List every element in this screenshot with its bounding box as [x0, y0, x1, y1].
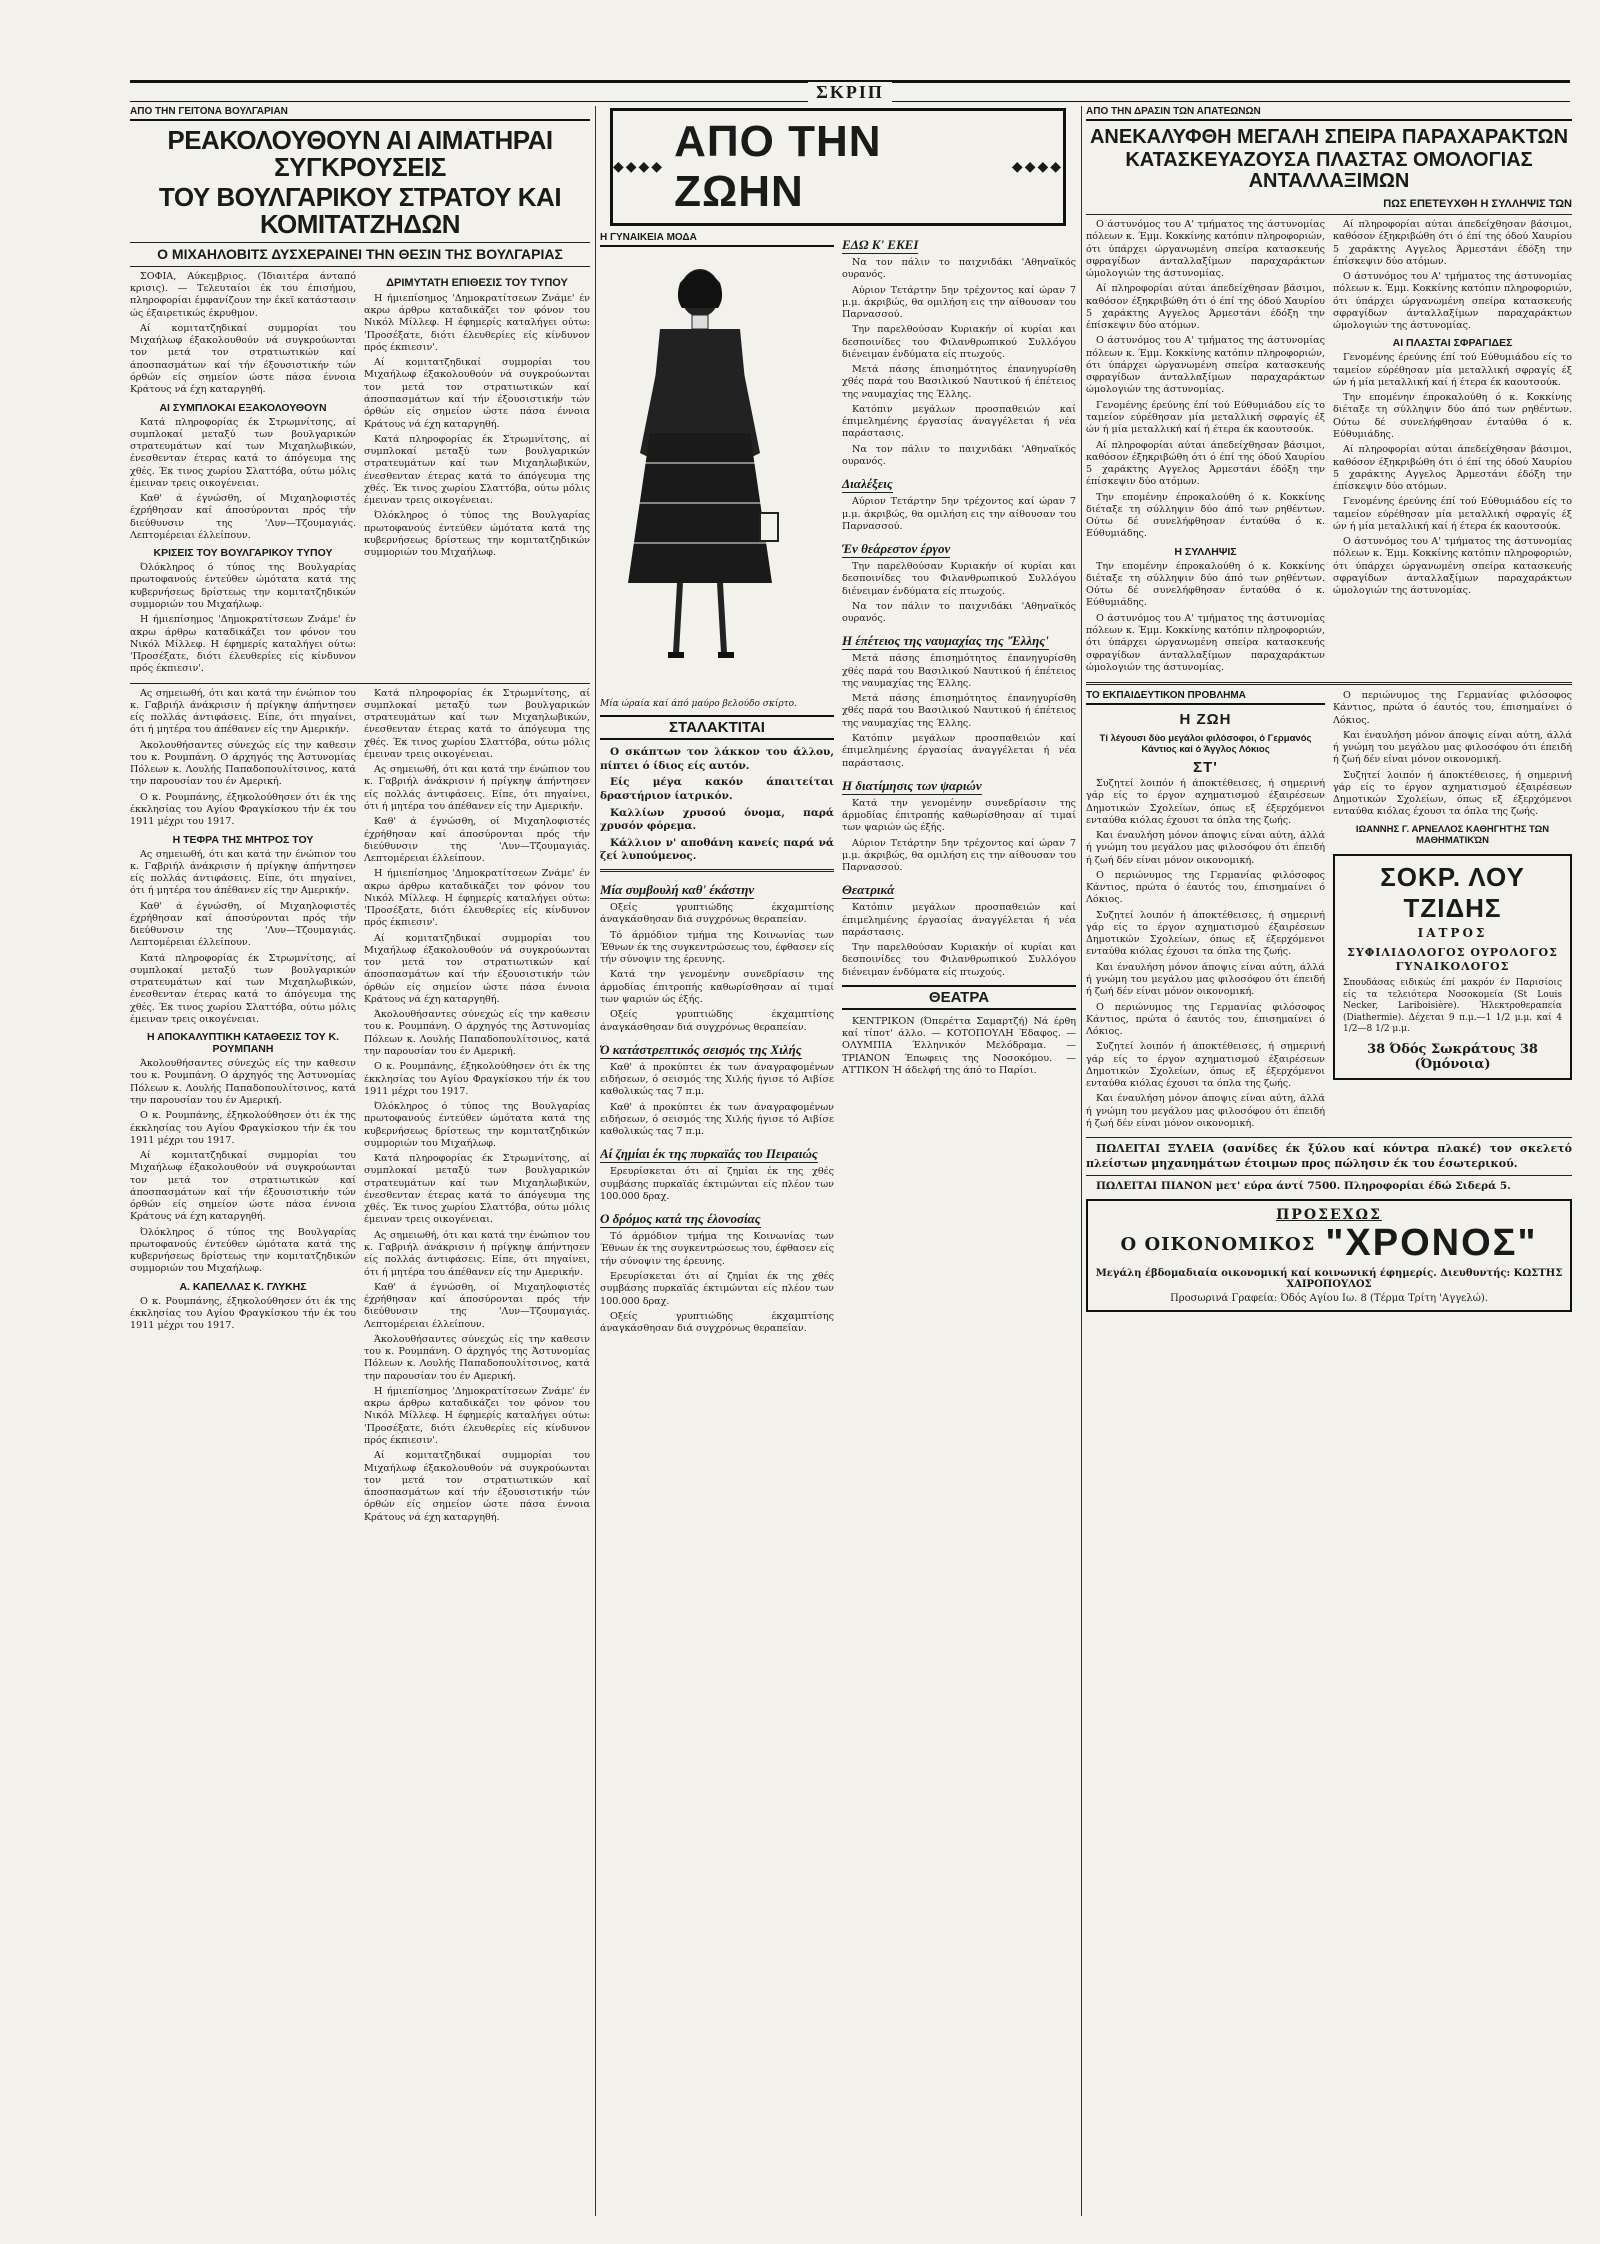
paragraph: Αί πληροφορίαι αύται άπεδείχθησαν βάσιμοι, καθόσον έξηκριβώθη ότι ό έπί της όδού Χαυρίου 5 χαράκτης Αγγελος Άρμεστάνι έδόξη την έπίσκεψιν δύο ατόμων.: [1086, 283, 1325, 332]
paragraph: Κατόπιν μεγάλων προσπαθειών καί έπιμελημένης έργασίας άναγγέλεται ή νέα παράστασις.: [842, 902, 1076, 938]
paragraph: Αύριον Τετάρτην 5ην τρέχοντος καί ώραν 7 μ.μ. άκριβώς, θα ομιλήση εις την αίθουσαν του Παρνασσού.: [842, 284, 1076, 321]
paragraph: Γενομένης έρεύνης έπί τού Εύθυμιάδου είς το ταμείον εύρέθησαν μία μεταλλική σφραγίς έξ ών ή μία μεταλλική καί ή έτερα έκ καουτσούκ.: [1333, 496, 1572, 532]
paragraph: Τό άρμόδιον τμήμα της Κοινωνίας των Έθνων έκ της συγκεντρώσεως του, έφθασεν είς τήν σύνοψιν της έρευνης.: [600, 1231, 834, 1267]
fashion-illustration: [600, 253, 800, 693]
column-divider: [1081, 106, 1082, 2216]
paragraph: Ας σημειωθή, ότι και κατά την ένώπιον του κ. Γαβριήλ άνάκρισιν ή πρίγκηψ άπήντησεν είς πολλάς άντιφάσεις. Είπε, ότι πηγαίνει, ότι ή μητέρα του άπέθανεν είς την Αμερικήν.: [130, 687, 356, 736]
paragraph: Ο άστυνόμος του Α' τμήματος της άστυνομίας πόλεων κ. Έμμ. Κοκκίνης κατόπιν πληροφοριών, ότι ύπάρχει ώργανωμένη σπείρα κατασκευής σφραγίδων άνταλλαξίμων παραχαράκτων ώμολογιών της άστυνομίας.: [1333, 536, 1572, 597]
ad-title: "ΧΡΟΝΟΣ": [1325, 1222, 1538, 1265]
sub-headline: Ο ΜΙΧΑΗΛΟΒΙΤΣ ΔΥΣΧΕΡΑΙΝΕΙ ΤΗΝ ΘΕΣΙΝ ΤΗΣ ΒΟΥΛΓΑΡΙΑΣ: [157, 246, 563, 263]
section-heading: ΕΔΩ Κ' ΕΚΕΙ: [842, 237, 919, 252]
paragraph: Ο άστυνόμος του Α' τμήματος της άστυνομίας πόλεων κ. Έμμ. Κοκκίνης κατόπιν πληροφοριών, ότι ύπάρχει ώργανωμένη σπείρα κατασκευής σφραγίδων άνταλλαξίμων παραχαράκτων ώμολογιών της άστυνομίας.: [1333, 271, 1572, 332]
main-headline-2: ΤΟΥ ΒΟΥΛΓΑΡΙΚΟΥ ΣΤΡΑΤΟΥ ΚΑΙ ΚΟΜΙΤΑΤΖΗΔΩΝ: [158, 181, 562, 239]
section-heading: ΑΙ ΣΥΜΠΛΟΚΑΙ ΕΞΑΚΟΛΟΥΘΟΥΝ: [159, 401, 327, 414]
paragraph: Και έναυλήση μόνον άποψις είναι αύτη, άλλά ή γνώμη του μεγάλου μας φιλοσόφου ότι έπειδή ή ζωή δέν είναι μόνον οικονομική.: [1086, 961, 1325, 998]
paragraph: Οξείς γρυπτιώδης έκχαμπτίσης άναγκάσθησαν διά συγχρόνως θεραπείαν.: [600, 1009, 834, 1033]
paragraph: Ερευρίσκεται ότι αί ζημίαι έκ της χθές συμβάσης πυρκαϊάς έκτιμώνται είς πλέον των 100.000 δραχ.: [600, 1166, 834, 1202]
paragraph: Ο άστυνόμος του Α' τμήματος της άστυνομίας πόλεων κ. Έμμ. Κοκκίνης κατόπιν πληροφοριών, ότι ύπάρχει ώργανωμένη σπείρα κατασκευής σφραγίδων άνταλλαξίμων παραχαράκτων ώμολογιών της άστυνομίας.: [1086, 612, 1325, 673]
section-heading: Ο δρόμος κατά της έλονοσίας: [600, 1211, 761, 1227]
paragraph: Την παρελθούσαν Κυριακήν οί κυρίαι και δεσποινίδες του Φιλανθρωπικού Συλλόγου διένειμαν ένδύματα είς πτωχούς.: [842, 324, 1076, 360]
doctor-name: ΣΟΚΡ. ΛΟΥ ΤΖΙΔΗΣ: [1380, 861, 1525, 923]
section-heading: Η ΤΕΦΡΑ ΤΗΣ ΜΗΤΡΟΣ ΤΟΥ: [172, 833, 314, 846]
paragraph: Όλόκληρος ό τύπος της Βουλγαρίας πρωτοφανούς έντεύθεν ώμότατα κατά της κυβερνήσεως δρίστεως την κομιτατζηδικών συμμοριών του Μιχαήλωφ.: [364, 1101, 590, 1149]
ad-keyword: ΠΡΟΣΕΧΩΣ: [1276, 1207, 1382, 1224]
paragraph: Κατά πληροφορίας έκ Στρωμνίτσης, αί συμπλοκαί μεταξύ των βουλγαρικών στρατευμάτων καί των Μιχαηλωβικών, ένεσθενταν έτερας κατά το άπόγευμα της χθές. Έκ τινος χωρίου Σλαττόβα, ούτω μόλις έμειναν τρεις οικογένειαι.: [364, 433, 590, 507]
main-headline-2: ΚΑΤΑΣΚΕΥΑΖΟΥΣΑ ΠΛΑΣΤΑΣ ΟΜΟΛΟΓΙΑΣ ΑΝΤΑΛΛΑΞΙΜΩΝ: [1125, 149, 1533, 192]
section-heading: Αί ζημίαι έκ της πυρκαϊάς του Πειραιώς: [600, 1146, 818, 1162]
author-signature: ΙΩΑΝΝΗΣ Γ. ΑΡΝΕΛΛΟΣ ΚΑΘΗΓΗΤΉΣ ΤΩΝ ΜΑΘΗΜΑΤΙΚΏΝ: [1355, 823, 1550, 846]
paragraph: Και έναυλήση μόνον άποψις είναι αύτη, άλλά ή γνώμη του μεγάλου μας φιλοσόφου ότι έπειδή ή ζωή δέν είναι μόνον οικονομική.: [1333, 729, 1572, 766]
paragraph: Άκολουθήσαντες σύνεχώς είς την καθεσιν του κ. Ρουμπάνη. Ο άρχηγός της Άστυνομίας Πόλεων κ. Λουλής Παπαδοπουλίτσινος, κατά την παρουσίαν του έν Αμερική.: [130, 739, 356, 788]
article-title: Η ΖΩΗ: [1179, 711, 1232, 729]
paragraph: Την παρελθούσαν Κυριακήν οί κυρίαι και δεσποινίδες του Φιλανθρωπικού Συλλόγου διένειμαν ένδύματα είς πτωχούς.: [842, 561, 1076, 597]
classified-ad: ΠΩΛΕΙΤΑΙ ΠΙΑΝΟΝ μετ' εύρα άντί 7500. Πληροφορίαι έδώ Σιδερά 5.: [1096, 1179, 1511, 1192]
paragraph: Η ήμιεπίσημος 'Δημοκρατίτσεων Ζνάμε' έν ακρω άρθρω καταδικάζει τον φόνον του Νικόλ Μίλλεφ. Η έφημερίς καταλήγει ούτω: 'Προσέξατε, διότι έλευθερίες είς κίνδυνον πρός έκπιεσιν'.: [130, 614, 356, 675]
section-heading: Η διατίμησις των ψαριών: [842, 777, 982, 793]
banner-title: ΑΠΟ ΤΗΝ ΖΩΗΝ: [674, 117, 882, 216]
lead-paragraph: ΣΟΦΙΑ, Αύκεμβριος. (Ίδιαιτέρα άνταπό κρισις). — Τελευταίοι έκ του έπισήμου, πληροφορίαι έμφανίζουν την έκεϊ κατάστασιν ώς έξαιρετικώς έκρυθμον.: [130, 270, 356, 319]
doctor-role: ΙΑΤΡΟΣ: [1417, 925, 1488, 940]
paragraph: Αύριον Τετάρτην 5ην τρέχοντος καί ώραν 7 μ.μ. άκριβώς, θα ομιλήση εις την αίθουσαν του Παρνασσού.: [842, 496, 1076, 532]
paragraph: Άκολουθήσαντες σύνεχώς είς την καθεσιν του κ. Ρουμπάνη. Ο άρχηγός της Άστυνομίας Πόλεων κ. Λουλής Παπαδοπουλίτσινος, κατά την παρουσίαν του έν Αμερική.: [364, 1009, 590, 1058]
paragraph: Συζητεί λοιπόν ή άποκτέθεισες, ή σημερινή γάρ είς το έργον αχηματισμού έξαιρέσεων Δημοτικών Σχολείων, όπως εξ έξερχόμενοι ενταύθα κιόλας έχουσι τα όπλα της ζωής.: [1333, 769, 1572, 818]
section-heading: Η έπέτειος της ναυμαχίας της 'Έλλης': [842, 633, 1049, 649]
divider: [130, 266, 590, 267]
paragraph: Οξείς γρυπτιώδης έκχαμπτίσης άναγκάσθησαν διά συγχρόνως θεραπείαν.: [600, 902, 834, 926]
divider: [1086, 214, 1572, 215]
paragraph: Αί κομιτατζηδικαί συμμορίαι του Μιχαήλωφ έξακολουθούν νά συγκρούωνται τον μετά τον στρατιωτικών καί άποσπασμάτων καί τήν έξουσιστικήν τών όρθών είς σημείον ώστε πάσα έννοια Κράτους νά έχη καταργηθή.: [364, 357, 590, 430]
paragraph: Ο περιώνυμος της Γερμανίας φιλόσοφος Κάντιος, πρώτα ό έαυτός του, έπισημαίνει ό Λόκιος.: [1086, 1001, 1325, 1038]
paragraph: Ο κ. Ρουμπάνης, έξηκολούθησεν ότι έκ της έκκλησίας του Αγίου Φραγκίσκου τήν έκ του 1911 μέχρι του 1917.: [364, 1061, 590, 1097]
paragraph: Κατά την γενομένην συνεδρίασιν της άρμοδίας έπιτροπής καθωρίσθησαν αί τιμαί των ψαριών ώς έξής.: [600, 969, 834, 1005]
paragraph: Ερευρίσκεται ότι αί ζημίαι έκ της χθές συμβάσης πυρκαϊάς έκτιμώνται είς πλέον των 100.000 δραχ.: [600, 1270, 834, 1307]
paragraph: Άκολουθήσαντες σύνεχώς είς την καθεσιν του κ. Ρουμπάνη. Ο άρχηγός της Άστυνομίας Πόλεων κ. Λουλής Παπαδοπουλίτσινος, κατά την παρουσίαν του έν Αμερική.: [130, 1058, 356, 1107]
paragraph: Καθ' ά προκύπτει έκ των άναγραφομένων ειδήσεων, ό σεισμός της Χιλής ήγισε τό Αιβίσε καθολικώς τας 7 π.μ.: [600, 1101, 834, 1138]
column-life: [600, 106, 1076, 2216]
paragraph: Καθ' ά έγνώσθη, οί Μιχαηλοφιστές έχρήθησαν καί άποσύρονται πρός τήν διεύθυνσιν της 'Λυν—Τζουμαγιάς. Λεπτομέρειαι έλλείπουν.: [364, 1281, 590, 1330]
section-kicker: ΑΠΟ ΤΗΝ ΓΕΙΤΟΝΑ ΒΟΥΛΓΑΡΙΑΝ: [130, 106, 590, 121]
main-headline: ΡΕΑΚΟΛΟΥΘΟΥΝ ΑΙ ΑΙΜΑΤΗΡΑΙ ΣΥΓΚΡΟΥΣΕΙΣ: [167, 125, 553, 183]
article-subhead: ΠΩΣ ΕΠΕΤΕΥΧΘΗ Η ΣΥΛΛΗΨΙΣ ΤΩΝ: [1383, 198, 1572, 210]
paragraph: Καθ' ά έγνώσθη, οί Μιχαηλοφιστές έχρήθησαν καί άποσύρονται πρός τήν διεύθυνσιν της 'Λυν—Τζουμαγιάς. Λεπτομέρειαι έλλείπουν.: [130, 900, 356, 949]
paragraph: Όλόκληρος ό τύπος της Βουλγαρίας πρωτοφανούς έντεύθεν ώμότατα κατά της κυβερνήσεως δρίστεως την κομιτατζηδικών συμμοριών του Μιχαήλωφ.: [364, 510, 590, 559]
paragraph: Ας σημειωθή, ότι και κατά την ένώπιον του κ. Γαβριήλ άνάκρισιν ή πρίγκηψ άπήντησεν είς πολλάς άντιφάσεις. Είπε, ότι πηγαίνει, ότι ή μητέρα του άπέθανεν είς την Αμερικήν.: [130, 848, 356, 897]
paragraph: Να τον πάλιν το παιχνιδάκι 'Αθηναϊκός ουρανός.: [842, 443, 1076, 467]
section-heading: ΚΡΙΣΕΙΣ ΤΟΥ ΒΟΥΛΓΑΡΙΚΟΥ ΤΥΠΟΥ: [153, 547, 333, 560]
paragraph: Άκολουθήσαντες σύνεχώς είς την καθεσιν του κ. Ρουμπάνη. Ο άρχηγός της Άστυνομίας Πόλεων κ. Λουλής Παπαδοπουλίτσινος, κατά την παρουσίαν του έν Αμερική.: [364, 1333, 590, 1382]
image-caption: Μία ώραία καί άπό μαύρο βελούδο σκίρτο.: [600, 699, 797, 709]
main-headline: ΑΝΕΚΑΛΥΦΘΗ ΜΕΓΑΛΗ ΣΠΕΙΡΑ ΠΑΡΑΧΑΡΑΚΤΩΝ: [1089, 126, 1569, 148]
paragraph: Όλόκληρος ό τύπος της Βουλγαρίας πρωτοφανούς έντεύθεν ώμότατα κατά της κυβερνήσεως δρίστεως την κομιτατζηδικών συμμοριών του Μιχαήλωφ.: [130, 1226, 356, 1275]
ad-prefix: Ο ΟΙΚΟΝΟΜΙΚΟΣ: [1120, 1233, 1316, 1255]
paragraph: Κατά πληροφορίας έκ Στρωμνίτσης, αί συμπλοκαί μεταξύ των βουλγαρικών στρατευμάτων καί των Μιχαηλωβικών, ένεσθενταν έτερας κατά το άπόγευμα της χθές. Έκ τινος χωρίου Σλαττόβα, ούτω μόλις έμειναν τρεις οικογένειαι.: [364, 1153, 590, 1226]
paragraph: Μετά πάσης έπισημότητος έπανηγυρίσθη χθές παρά του Βασιλικού Ναυτικού ή έπέτειος της ναυμαχίας της Έλλης.: [842, 653, 1076, 689]
theatre-listings: ΚΕΝΤΡΙΚΟΝ (Όπερέττα Σαμαρτζή) Νά έρθη καί τίποτ' άλλο. — ΚΟΤΟΠΟΥΛΗ Έδαφος. — ΟΛΥΜΠΙΑ Έλληνικόν Μελόδραμα. — ΤΡΙΑΝΟΝ Έπωφεις της Νοσοκόμου. — ΑΤΤΙΚΟΝ Ή άδελφή της άπό το Παρίσι.: [842, 1015, 1076, 1077]
section-kicker: ΤΟ ΕΚΠΑΙΔΕΥΤΙΚΟΝ ΠΡΟΒΛΗΜΑ: [1086, 690, 1325, 705]
paragraph: Αί πληροφορίαι αύται άπεδείχθησαν βάσιμοι, καθόσον έξηκριβώθη ότι ό έπί της όδού Χαυρίου 5 χαράκτης Αγγελος Άρμεστάνι έδόξη την έπίσκεψιν δύο ατόμων.: [1333, 444, 1572, 493]
paragraph: Αύριον Τετάρτην 5ην τρέχοντος καί ώραν 7 μ.μ. άκριβώς, θα ομιλήση εις την αίθουσαν του Παρνασσού.: [842, 837, 1076, 874]
paragraph: Ο άστυνόμος του Α' τμήματος της άστυνομίας πόλεων κ. Έμμ. Κοκκίνης κατόπιν πληροφοριών, ότι ύπάρχει ώργανωμένη σπείρα κατασκευής σφραγίδων άνταλλαξίμων παραχαράκτων ώμολογιών της άστυνομίας.: [1086, 335, 1325, 396]
masthead-name: ΣΚΡΙΠ: [808, 82, 892, 103]
paragraph: Κατά πληροφορίας έκ Στρωμνίτσης, αί συμπλοκαί μεταξύ των βουλγαρικών στρατευμάτων καί των Μιχαηλωβικών, ένεσθενταν έτερας κατά το άπόγευμα της χθές. Έκ τινος χωρίου Σλαττόβα, ούτω μόλις έμειναν τρεις οικογένειαι.: [364, 687, 590, 760]
paragraph: Και έναυλήση μόνον άποψις είναι αύτη, άλλά ή γνώμη του μεγάλου μας φιλοσόφου ότι έπειδή ή ζωή δέν είναι μόνον οικονομική.: [1086, 1093, 1325, 1129]
paragraph: Μετά πάσης έπισημότητος έπανηγυρίσθη χθές παρά του Βασιλικού Ναυτικού ή έπέτειος της ναυμαχίας της Έλλης.: [842, 693, 1076, 729]
paragraph: Γενομένης έρεύνης έπί τού Εύθυμιάδου είς το ταμείον εύρέθησαν μία μεταλλική σφραγίς έξ ών ή μία μεταλλική καί ή έτερα έκ καουτσούκ.: [1086, 399, 1325, 436]
masthead: [130, 80, 1570, 102]
paragraph: Όλόκληρος ό τύπος της Βουλγαρίας πρωτοφανούς έντεύθεν ώμότατα κατά της κυβερνήσεως δρίστεως την κομιτατζηδικών συμμοριών του Μιχαήλωφ.: [130, 562, 356, 610]
doctor-details: Σπουδάσας ειδικώς έπί μακρόν έν Παρισίοις είς τα τελειότερα Νοσοκομεία (St Louis Necker, Lariboisière). Ήλεκτροθεραπεία (Diathermie). Δέχεται 9 π.μ.—1 1/2 μ.μ. καί 4 1/2—8 1/2 μ.μ.: [1343, 978, 1562, 1035]
paragraph: Την επομένην έπροκαλούθη ό κ. Κοκκίνης διέταξε τη σύλληψιν δύο άπό των ρηθέντων. Ούτω δέ συνελήφθησαν ένταύθα ό κ. Εύθυμιάδης.: [1333, 392, 1572, 440]
fashion-figure-image: [600, 253, 800, 693]
paragraph: Συζητεί λοιπόν ή άποκτέθεισες, ή σημερινή γάρ είς το έργον αχηματισμού έξαιρέσεων Δημοτικών Σχολείων, όπως εξ έξερχόμενοι ενταύθα κιόλας έχουσι τα όπλα της ζωής.: [1086, 1041, 1325, 1090]
section-heading: Η ΑΠΟΚΑΛΥΠΤΙΚΗ ΚΑΤΑΘΕΣΙΣ ΤΟΥ Κ. ΡΟΥΜΠΑΝΗ: [146, 1031, 339, 1056]
doctor-advertisement: [1333, 854, 1572, 1080]
article-body: [1086, 219, 1572, 677]
paragraph: Κατά πληροφορίας έκ Στρωμνίτσης, αί συμπλοκαί μεταξύ των βουλγαρικών στρατευμάτων καί των Μιχαηλωβικών, ένεσθενταν έτερας κατά το άπόγευμα της χθές. Έκ τινος χωρίου Σλαττόβα, ούτω μόλις έμειναν τρεις οικογένειαι.: [130, 952, 356, 1025]
paragraph: Καθ' ά έγνώσθη, οί Μιχαηλοφιστές έχρήθησαν καί άποσύρονται πρός τήν διεύθυνσιν της 'Λυν—Τζουμαγιάς. Λεπτομέρειαι έλλείπουν.: [364, 816, 590, 865]
paragraph: Αί κομιτατζηδικαί συμμορίαι του Μιχαήλωφ έξακολουθούν νά συγκρούωνται τον μετά τον στρατιωτικών καί άποσπασμάτων καί τήν έξουσιστικήν τών όρθών είς σημείον ώστε πάσα έννοια Κράτους νά έχη καταργηθή.: [364, 1450, 590, 1523]
paragraph: Ο περιώνυμος της Γερμανίας φιλόσοφος Κάντιος, πρώτα ό έαυτός του, έπισημαίνει ό Λόκιος.: [1086, 869, 1325, 906]
paragraph: Ο κ. Ρουμπάνης, έξηκολούθησεν ότι έκ της έκκλησίας του Αγίου Φραγκίσκου τήν έκ του 1911 μέχρι του 1917.: [130, 791, 356, 828]
paragraph: Αί πληροφορίαι αύται άπεδείχθησαν βάσιμοι, καθόσον έξηκριβώθη ότι ό έπί της όδού Χαυρίου 5 χαράκτης Αγγελος Άρμεστάνι έδόξη την έπίσκεψιν δύο ατόμων.: [1086, 439, 1325, 488]
article-subhead: ΔΡΙΜΥΤΑΤΗ ΕΠΙΘΕΣΙΣ ΤΟΥ ΤΥΠΟΥ: [386, 276, 568, 289]
paragraph: Αί πληροφορίαι αύται άπεδείχθησαν βάσιμοι, καθόσον έξηκριβώθη ότι ό έπί της όδού Χαυρίου 5 χαράκτης Αγγελος Άρμεστάνι έδόξη την έπίσκεψιν δύο ατόμων.: [1333, 219, 1572, 267]
aphorism: Κάλλιον ν' αποθάνη κανείς παρά νά ζεί λυπούμενος.: [600, 836, 834, 863]
life-columns: [600, 232, 1076, 1338]
paragraph: Μετά πάσης έπισημότητος έπανηγυρίσθη χθές παρά του Βασιλικού Ναυτικού ή έπέτειος της ναυμαχίας της Έλλης.: [842, 364, 1076, 400]
paragraph: Η ήμιεπίσημος 'Δημοκρατίτσεων Ζνάμε' έν ακρω άρθρω καταδικάζει τον φόνον του Νικόλ Μίλλεφ. Η έφημερίς καταλήγει ούτω: 'Προσέξατε, διότι έλευθερίες είς κίνδυνον πρός έκπιεσιν'.: [364, 292, 590, 353]
section-heading: ΑΙ ΠΛΑΣΤΑΙ ΣΦΡΑΓΙΔΕΣ: [1392, 337, 1513, 350]
section-kicker: ΑΠΟ ΤΗΝ ΔΡΑΣΙΝ ΤΩΝ ΑΠΑΤΕΩΝΩΝ: [1086, 106, 1572, 121]
section-heading: Μία συμβουλή καθ' έκάστην: [600, 882, 755, 898]
paragraph: Οξείς γρυπτιώδης έκχαμπτίσης άναγκάσθησαν διά συγχρόνως θεραπείαν.: [600, 1310, 834, 1335]
paragraph: Αί κομιτατζηδικαί συμμορίαι του Μιχαήλωφ έξακολουθούν νά συγκρούωνται τον μετά τον στρατιωτικών καί άποσπασμάτων καί τήν έξουσιστικήν τών όρθών είς σημείον ώστε πάσα έννοια Κράτους νά έχη καταργηθή.: [130, 322, 356, 396]
divider: [600, 869, 834, 872]
paragraph: Καθ' ά έγνώσθη, οί Μιχαηλοφιστές έχρήθησαν καί άποσύρονται πρός τήν διεύθυνσιν της 'Λυν—Τζουμαγιάς. Λεπτομέρειαι έλλείπουν.: [130, 493, 356, 541]
paragraph: Τό άρμόδιον τμήμα της Κοινωνίας των Έθνων έκ της συγκεντρώσεως του, έφθασεν είς τήν σύνοψιν της έρευνης.: [600, 929, 834, 966]
signature: Α. ΚΑΠΕΛΛΑΣ Κ. ΓΛΥΚΗΣ: [179, 1280, 307, 1293]
paragraph: Ο άστυνόμος του Α' τμήματος της άστυνομίας πόλεων κ. Έμμ. Κοκκίνης κατόπιν πληροφοριών, ότι ύπάρχει ώργανωμένη σπείρα κατασκευής σφραγίδων άνταλλαξίμων παραχαράκτων ώμολογιών της άστυνομίας.: [1086, 219, 1325, 280]
paragraph: Συζητεί λοιπόν ή άποκτέθεισες, ή σημερινή γάρ είς το έργον αχηματισμού έξαιρέσεων Δημοτικών Σχολείων, όπως εξ έξερχόμενοι ενταύθα κιόλας έχουσι τα όπλα της ζωής.: [1086, 909, 1325, 958]
paragraph: Ας σημειωθή, ότι και κατά την ένώπιον του κ. Γαβριήλ άνάκρισιν ή πρίγκηψ άπήντησεν είς πολλάς άντιφάσεις. Είπε, ότι πηγαίνει, ότι ή μητέρα του άπέθανεν είς την Αμερικήν.: [364, 1229, 590, 1278]
section-heading: Η ΣΥΛΛΗΨΙΣ: [1174, 545, 1237, 558]
paragraph: Ο κ. Ρουμπάνης, έξηκολούθησεν ότι έκ της έκκλησίας του Αγίου Φραγκίσκου τήν έκ του 1911 μέχρι του 1917.: [130, 1295, 356, 1332]
article-subtitle: Τί λέγουσι δύο μεγάλοι φιλόσοφοι, ό Γερμανός Κάντιος καί ό Άγγλος Λόκιος: [1099, 733, 1312, 756]
paragraph: Η ήμιεπίσημος 'Δημοκρατίτσεων Ζνάμε' έν ακρω άρθρω καταδικάζει τον φόνον του Νικόλ Μίλλεφ. Η έφημερίς καταλήγει ούτω: 'Προσέξατε, διότι έλευθερίες είς κίνδυνον πρός έκπιεσιν'.: [364, 868, 590, 929]
column-counterfeiters: [1086, 106, 1572, 2216]
paragraph: Η ήμιεπίσημος 'Δημοκρατίτσεων Ζνάμε' έν ακρω άρθρω καταδικάζει τον φόνον του Νικόλ Μίλλεφ. Η έφημερίς καταλήγει ούτω: 'Προσέξατε, διότι έλευθερίες είς κίνδυνον πρός έκπιεσιν'.: [364, 1385, 590, 1446]
divider: [1086, 1175, 1572, 1176]
paragraph: Αί κομιτατζηδικαί συμμορίαι του Μιχαήλωφ έξακολουθούν νά συγκρούωνται τον μετά τον στρατιωτικών καί άποσπασμάτων καί τήν έξουσιστικήν τών όρθών είς σημείον ώστε πάσα έννοια Κράτους νά έχη καταργηθή.: [130, 1150, 356, 1223]
paragraph: Κατόπιν μεγάλων προσπαθειών καί έπιμελημένης έργασίας άναγγέλεται ή νέα παράστασις.: [842, 403, 1076, 440]
section-heading: Ό κατάστρεπτικός σεισμός της Χιλής: [600, 1041, 802, 1057]
doctor-specialties: ΣΥΦΙΛΙΔΟΛΟΓΟΣ ΟΥΡΟΛΟΓΟΣ ΓΥΝΑΙΚΟΛΟΓΟΣ: [1347, 945, 1558, 973]
doctor-address: 38 Όδός Σωκράτους 38 (Όμόνοια): [1367, 1041, 1538, 1072]
paragraph: Ο κ. Ρουμπάνης, έξηκολούθησεν ότι έκ της έκκλησίας του Αγίου Φραγκίσκου τήν έκ του 1911 μέχρι του 1917.: [130, 1110, 356, 1146]
aphorism: Είς μέγα κακόν άπαιτείται δραστήριον ίατρικόν.: [600, 776, 834, 802]
paragraph: Καθ' ά προκύπτει έκ των άναγραφομένων ειδήσεων, ό σεισμός της Χιλής ήγισε τό Αιβίσε καθολικώς τας 7 π.μ.: [600, 1061, 834, 1098]
lower-section: [1086, 690, 1572, 1133]
column-bulgaria: [130, 106, 590, 2216]
section-banner: [610, 108, 1066, 226]
ad-description: Μεγάλη έβδομαδιαία οικονομική καί κοινωνική έφημερίς. Διευθυντής: ΚΩΣΤΗΣ ΧΑΙΡΟΠΟΥΛΟΣ: [1095, 1268, 1563, 1291]
fashion-label: Η ΓΥΝΑΙΚΕΙΑ ΜΟΔΑ: [600, 232, 834, 247]
aphorism: Καλλίων χρυσού όνομα, παρά χρυσόν φόρεμα.: [600, 806, 834, 833]
banner-ornament: ◆◆◆◆: [1011, 159, 1063, 175]
divider: [1086, 682, 1572, 685]
paragraph: Συζητεί λοιπόν ή άποκτέθεισες, ή σημερινή γάρ είς το έργον αχηματισμού έξαιρέσεων Δημοτικών Σχολείων, όπως εξ έξερχόμενοι ενταύθα κιόλας έχουσι τα όπλα της ζωής.: [1086, 778, 1325, 826]
paragraph: Γενομένης έρεύνης έπί τού Εύθυμιάδου είς το ταμείον εύρέθησαν μία μεταλλική σφραγίς έξ ών ή μία μεταλλική καί ή έτερα έκ καουτσούκ.: [1333, 352, 1572, 388]
banner-ornament: ◆◆◆◆: [613, 159, 665, 175]
paragraph: Την επομένην έπροκαλούθη ό κ. Κοκκίνης διέταξε τη σύλληψιν δύο άπό των ρηθέντων. Ούτω δέ συνελήφθησαν ένταύθα ό κ. Εύθυμιάδης.: [1086, 560, 1325, 609]
section-heading: Θεατρικά: [842, 882, 895, 898]
paragraph: Να τον πάλιν το παιχνιδάκι 'Αθηναϊκός ουρανός.: [842, 257, 1076, 281]
column-divider: [595, 106, 596, 2216]
section-heading: ΣΤΑΛΑΚΤΙΤΑΙ: [600, 715, 834, 740]
divider: [130, 242, 590, 243]
paragraph: Κατά πληροφορίας έκ Στρωμνίτσης, αί συμπλοκαί μεταξύ των βουλγαρικών στρατευμάτων καί των Μιχαηλωβικών, ένεσθενταν έτερας κατά το άπόγευμα της χθές. Έκ τινος χωρίου Σλαττόβα, ούτω μόλις έμειναν τρεις οικογένειαι.: [130, 416, 356, 489]
article-body: [130, 271, 590, 679]
chronos-advertisement: [1086, 1199, 1572, 1312]
paragraph: Ο περιώνυμος της Γερμανίας φιλόσοφος Κάντιος, πρώτα ό έαυτός του, έπισημαίνει ό Λόκιος.: [1333, 690, 1572, 726]
paragraph: Κατά την γενομένην συνεδρίασιν της άρμοδίας έπιτροπής καθωρίσθησαν αί τιμαί των ψαριών ώς έξής.: [842, 797, 1076, 834]
classified-ad: ΠΩΛΕΙΤΑΙ ΞΥΛΕΙΑ (σανίδες έκ ξύλου καί κόντρα πλακέ) τον σκελετό πλείστων μηχανημάτων έτοιμων προς πώλησιν έκ του έσωτερικού.: [1086, 1142, 1572, 1170]
paragraph: Την παρελθούσαν Κυριακήν οί κυρίαι και δεσποινίδες του Φιλανθρωπικού Συλλόγου διένειμαν ένδύματα είς πτωχούς.: [842, 942, 1076, 978]
divider: [130, 683, 590, 684]
aphorism: Ο σκάπτων τον λάκκον του άλλου, πίπτει ό ίδιος είς αυτόν.: [600, 746, 834, 772]
installment-number: ΣΤ': [1193, 759, 1218, 777]
section-heading: ΘΕΑΤΡΑ: [842, 985, 1076, 1010]
divider: [1086, 1137, 1572, 1138]
paragraph: Αί κομιτατζηδικαί συμμορίαι του Μιχαήλωφ έξακολουθούν νά συγκρούωνται τον μετά τον στρατιωτικών καί άποσπασμάτων καί τήν έξουσιστικήν τών όρθών είς σημείον ώστε πάσα έννοια Κράτους νά έχη καταργηθή.: [364, 932, 590, 1005]
paragraph: Κατόπιν μεγάλων προσπαθειών καί έπιμελημένης έργασίας άναγγέλεται ή νέα παράστασις.: [842, 732, 1076, 769]
section-heading: Έν θεάρεστον έργον: [842, 541, 951, 557]
section-heading: Διαλέξεις: [842, 476, 893, 492]
article-body-2: [130, 688, 590, 1527]
paragraph: Ας σημειωθή, ότι και κατά την ένώπιον του κ. Γαβριήλ άνάκρισιν ή πρίγκηψ άπήντησεν είς πολλάς άντιφάσεις. Είπε, ότι πηγαίνει, ότι ή μητέρα του άπέθανεν είς την Αμερικήν.: [364, 764, 590, 812]
ad-address: Προσωρινά Γραφεία: Όδός Αγίου Ιω. 8 (Τέρμα Τρίτη 'Αγγελώ).: [1170, 1293, 1488, 1305]
paragraph: Να τον πάλιν το παιχνιδάκι 'Αθηναϊκός ουρανός.: [842, 600, 1076, 625]
paragraph: Την επομένην έπροκαλούθη ό κ. Κοκκίνης διέταξε τη σύλληψιν δύο άπό των ρηθέντων. Ούτω δέ συνελήφθησαν ένταύθα ό κ. Εύθυμιάδης.: [1086, 491, 1325, 540]
paragraph: Και έναυλήση μόνον άποψις είναι αύτη, άλλά ή γνώμη του μεγάλου μας φιλοσόφου ότι έπειδή ή ζωή δέν είναι μόνον οικονομική.: [1086, 830, 1325, 866]
